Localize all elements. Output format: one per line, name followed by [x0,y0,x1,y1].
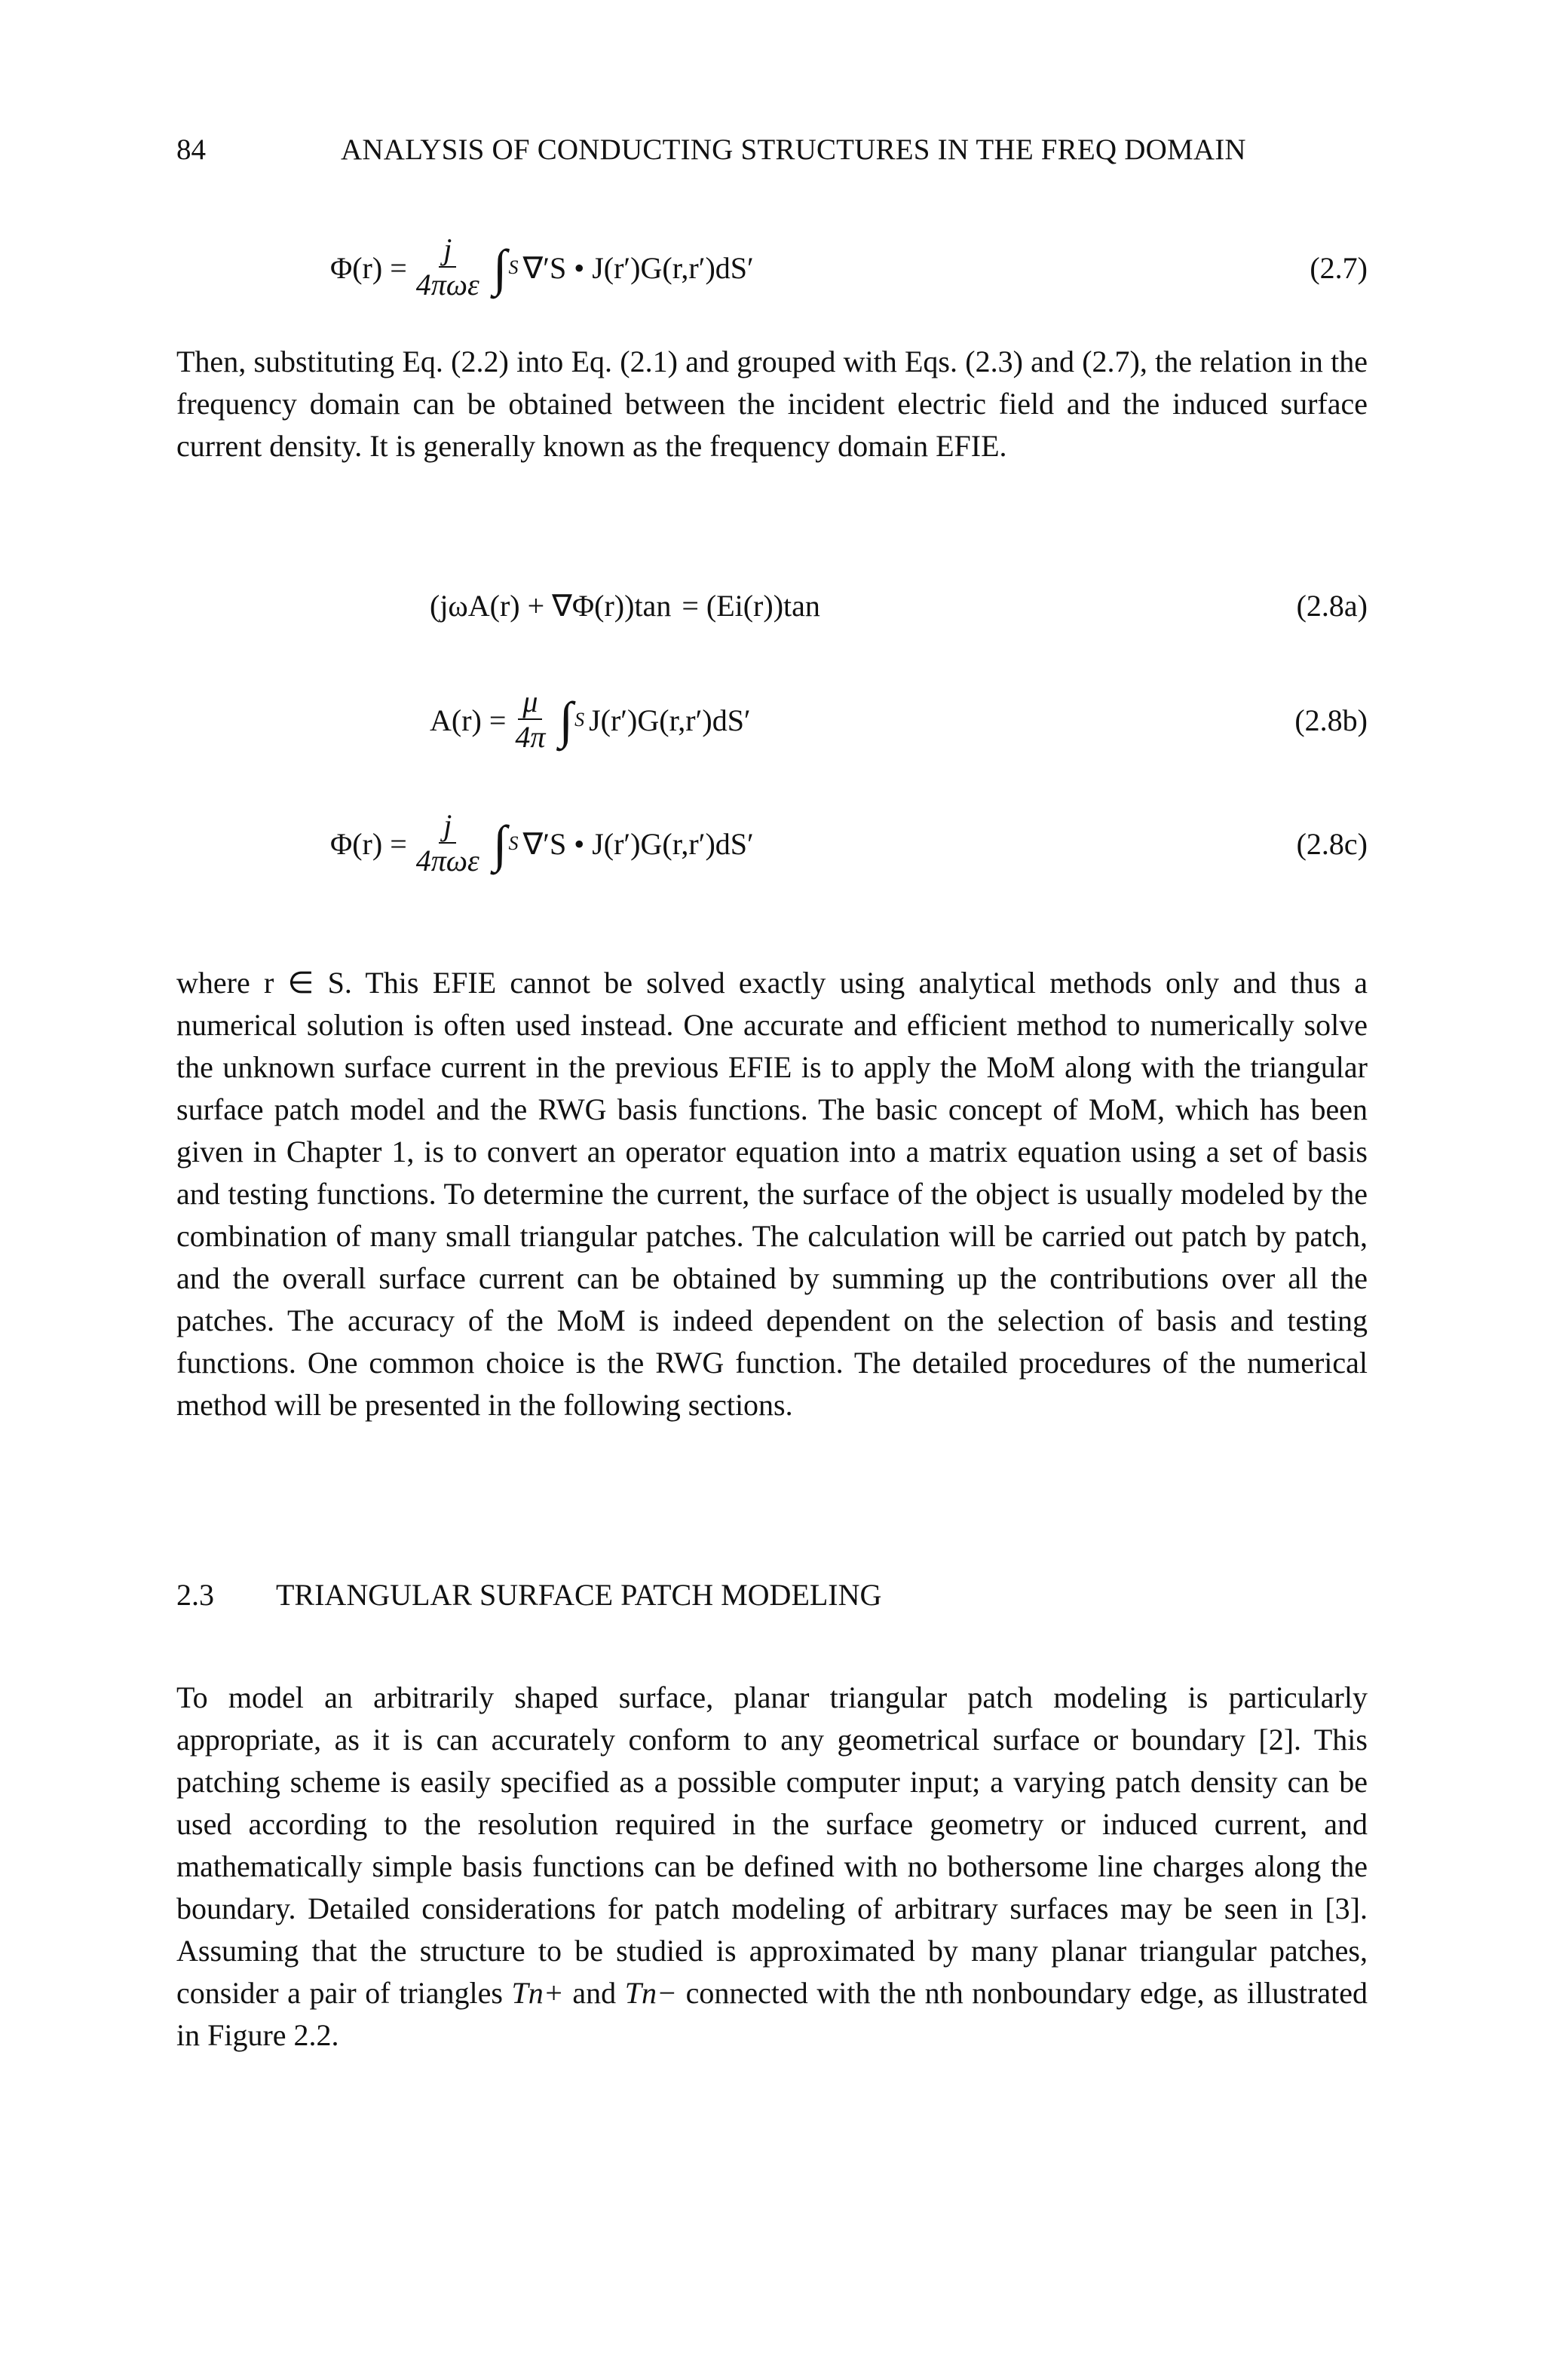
paragraph-efie-intro: Then, substituting Eq. (2.2) into Eq. (2.1) and grouped with Eqs. (2.3) and (2.7), the relation in the frequency domain can be obtained between the incident electric field and the induced surface current density. It is generally known as the frequency domain EFIE. [176,345,1368,463]
integral-domain: S [508,832,519,854]
paragraph-body-end: connected with the nth nonboundary edge, as illustrated in Figure 2.2. [176,1976,1368,2052]
eq-2-8b-coefficient [510,685,550,755]
paragraph-lead-math: where r ∈ S. [176,966,352,1000]
eq-2-8c-coefficient [412,809,484,878]
triangle-minus-symbol: Tn− [624,1976,678,2010]
equation-number: (2.7) [1310,251,1368,285]
paragraph-body: This EFIE cannot be solved exactly using analytical methods only and thus a numerical solution is often used instead. One accurate and efficient method to numerically solve the unknown surface current in the previous EFIE is to apply the MoM along with the triangular surface patch model and the RWG basis functions. The basic concept of MoM, which has been given in Chapter 1, is to convert an operator equation into a matrix equation using a set of basis and testing functions. To determine the current, the surface of the object is usually modeled by the combination of many small triangular patches. The calculation will be carried out patch by patch, and the overall surface current can be obtained by summing up the contributions over all the patches. The accuracy of the MoM is indeed dependent on the selection of basis and testing functions. One common choice is the RWG function. The detailed procedures of the numerical method will be presented in the following sections. [176,966,1368,1422]
running-title: ANALYSIS OF CONDUCTING STRUCTURES IN THE FREQ DOMAIN [341,133,1246,166]
eq-2-7-coef-num: j [439,233,456,268]
eq-2-7-coefficient [412,233,484,302]
eq-2-8a-rhs: = (Ei(r))tan [682,588,820,623]
eq-2-8b-lhs: A(r) = [430,703,507,737]
eq-2-7-lhs: Φ(r) = [330,250,407,285]
eq-2-8b-integrand: J(r′)G(r,r′)dS′ [589,703,751,737]
integral-domain: S [574,709,585,731]
section-number: 2.3 [176,1578,214,1612]
equation-2-7 [176,226,1368,309]
conjunction: and [572,1976,617,2010]
eq-2-8c-coef-num: j [439,809,456,844]
section-title: TRIANGULAR SURFACE PATCH MODELING [276,1578,882,1612]
equation-number: (2.8c) [1296,827,1368,861]
eq-2-8c-integrand: ∇′S • J(r′)G(r,r′)dS′ [522,826,754,861]
equation-2-8a [176,564,1368,647]
integral-sign: ∫ [492,815,507,872]
triangle-plus-symbol: Tn+ [511,1976,564,2010]
eq-2-8b-coef-num: μ [518,685,542,720]
eq-2-7-integrand: ∇′S • J(r′)G(r,r′)dS′ [522,250,754,285]
equation-number: (2.8a) [1296,589,1368,623]
equation-number: (2.8b) [1294,703,1368,737]
integral-sign: ∫ [559,691,574,749]
eq-2-8a-lhs: (jωA(r) + ∇Φ(r))tan [430,588,672,623]
eq-2-7-coef-den: 4πωε [415,268,479,302]
equation-2-8b [176,678,1368,761]
page-number: 84 [176,133,206,166]
equation-2-8c [176,802,1368,885]
integral-domain: S [508,256,519,278]
eq-2-8b-coef-den: 4π [515,720,546,754]
paragraph-body: To model an arbitrarily shaped surface, planar triangular patch modeling is particularly appropriate, as it is can accurately conform to any geometrical surface or boundary [2]. This patching scheme is easily specified as a possible computer input; a varying patch density can be used according to the resolution required in the surface geometry or induced current, and mathematically simple basis functions can be defined with no bothersome line charges along the boundary. Detailed considerations for patch modeling of arbitrary surfaces may be seen in [3]. Assuming that the structure to be studied is approximated by many planar triangular patches, consider a pair of triangles [176,1680,1368,2010]
eq-2-8c-lhs: Φ(r) = [330,826,407,861]
paragraph-patch-modeling [176,1677,1368,2057]
paragraph-mom-overview [176,962,1368,1426]
integral-sign: ∫ [492,239,507,296]
eq-2-8c-coef-den: 4πωε [415,844,479,878]
